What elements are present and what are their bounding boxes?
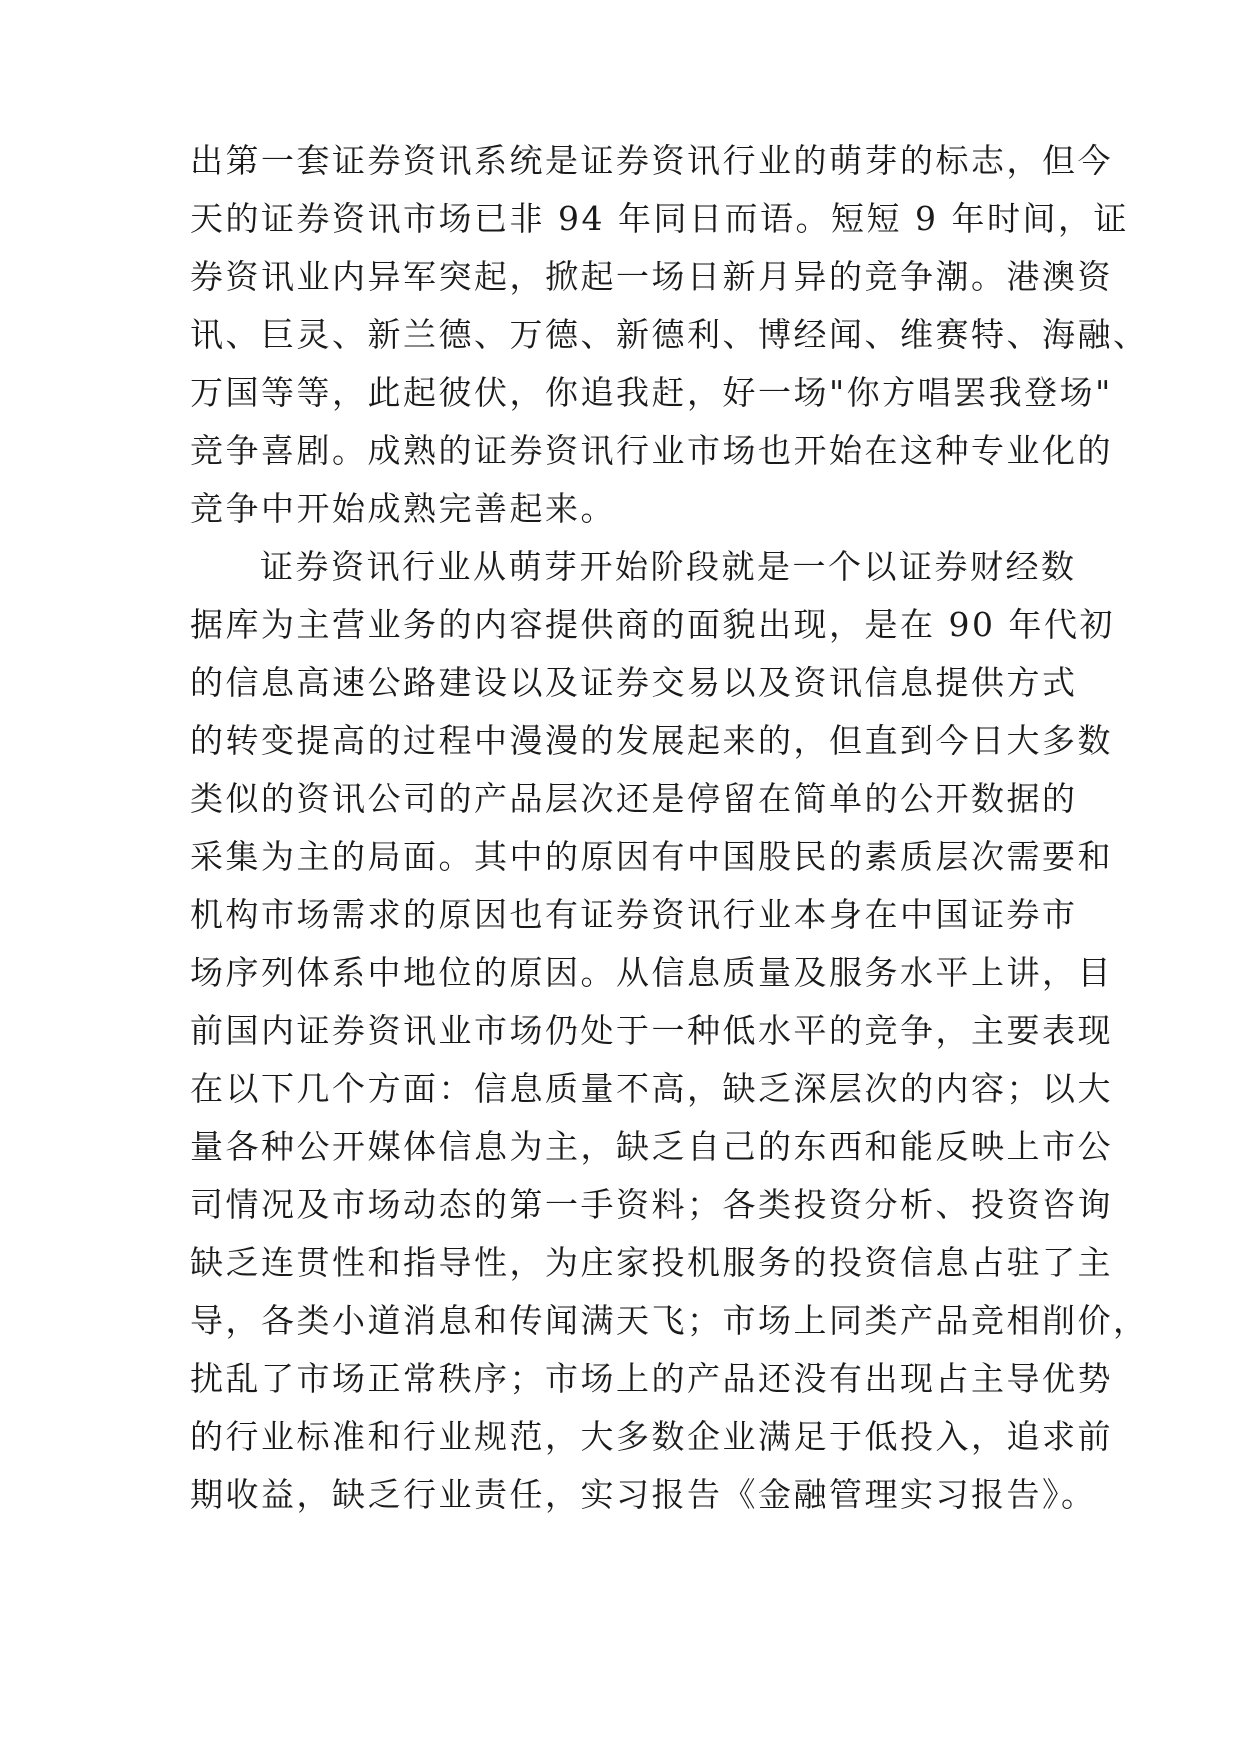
text-line: 导，各类小道消息和传闻满天飞；市场上同类产品竞相削价， bbox=[190, 1301, 1149, 1340]
text-line: 天的证券资讯市场已非 94 年同日而语。短短 9 年时间，证 bbox=[190, 199, 1129, 238]
text-line: 讯、巨灵、新兰德、万德、新德利、博经闻、维赛特、海融、 bbox=[190, 315, 1149, 354]
text-line: 券资讯业内异军突起，掀起一场日新月异的竞争潮。港澳资 bbox=[190, 257, 1113, 296]
text-line: 竞争喜剧。成熟的证券资讯行业市场也开始在这种专业化的 bbox=[190, 431, 1113, 470]
text-line: 前国内证券资讯业市场仍处于一种低水平的竞争，主要表现 bbox=[190, 1011, 1113, 1050]
text-line: 证券资讯行业从萌芽开始阶段就是一个以证券财经数 bbox=[260, 547, 1077, 586]
text-line: 扰乱了市场正常秩序；市场上的产品还没有出现占主导优势 bbox=[190, 1359, 1113, 1398]
text-line: 据库为主营业务的内容提供商的面貌出现，是在 90 年代初 bbox=[190, 605, 1115, 644]
text-line: 场序列体系中地位的原因。从信息质量及服务水平上讲，目 bbox=[190, 953, 1113, 992]
text-line: 的转变提高的过程中漫漫的发展起来的，但直到今日大多数 bbox=[190, 721, 1113, 760]
text-line: 的信息高速公路建设以及证券交易以及资讯信息提供方式 bbox=[190, 663, 1078, 702]
text-line: 机构市场需求的原因也有证券资讯行业本身在中国证券市 bbox=[190, 895, 1078, 934]
text-line: 期收益，缺乏行业责任，实习报告《金融管理实习报告》。 bbox=[190, 1475, 1097, 1514]
text-line: 的行业标准和行业规范，大多数企业满足于低投入，追求前 bbox=[190, 1417, 1113, 1456]
text-line: 竞争中开始成熟完善起来。 bbox=[190, 489, 616, 528]
text-line: 万国等等，此起彼伏，你追我赶，好一场"你方唱罢我登场" bbox=[190, 373, 1113, 412]
text-line: 量各种公开媒体信息为主，缺乏自己的东西和能反映上市公 bbox=[190, 1127, 1113, 1166]
text-line: 缺乏连贯性和指导性，为庄家投机服务的投资信息占驻了主 bbox=[190, 1243, 1113, 1282]
text-line: 司情况及市场动态的第一手资料；各类投资分析、投资咨询 bbox=[190, 1185, 1113, 1224]
text-line: 出第一套证券资讯系统是证券资讯行业的萌芽的标志，但今 bbox=[190, 141, 1113, 180]
document-body bbox=[190, 132, 1149, 1524]
text-line: 类似的资讯公司的产品层次还是停留在简单的公开数据的 bbox=[190, 779, 1078, 818]
paragraph-1 bbox=[190, 132, 1149, 538]
text-line: 采集为主的局面。其中的原因有中国股民的素质层次需要和 bbox=[190, 837, 1113, 876]
text-line: 在以下几个方面：信息质量不高，缺乏深层次的内容；以大 bbox=[190, 1069, 1113, 1108]
paragraph-2 bbox=[190, 538, 1149, 1524]
